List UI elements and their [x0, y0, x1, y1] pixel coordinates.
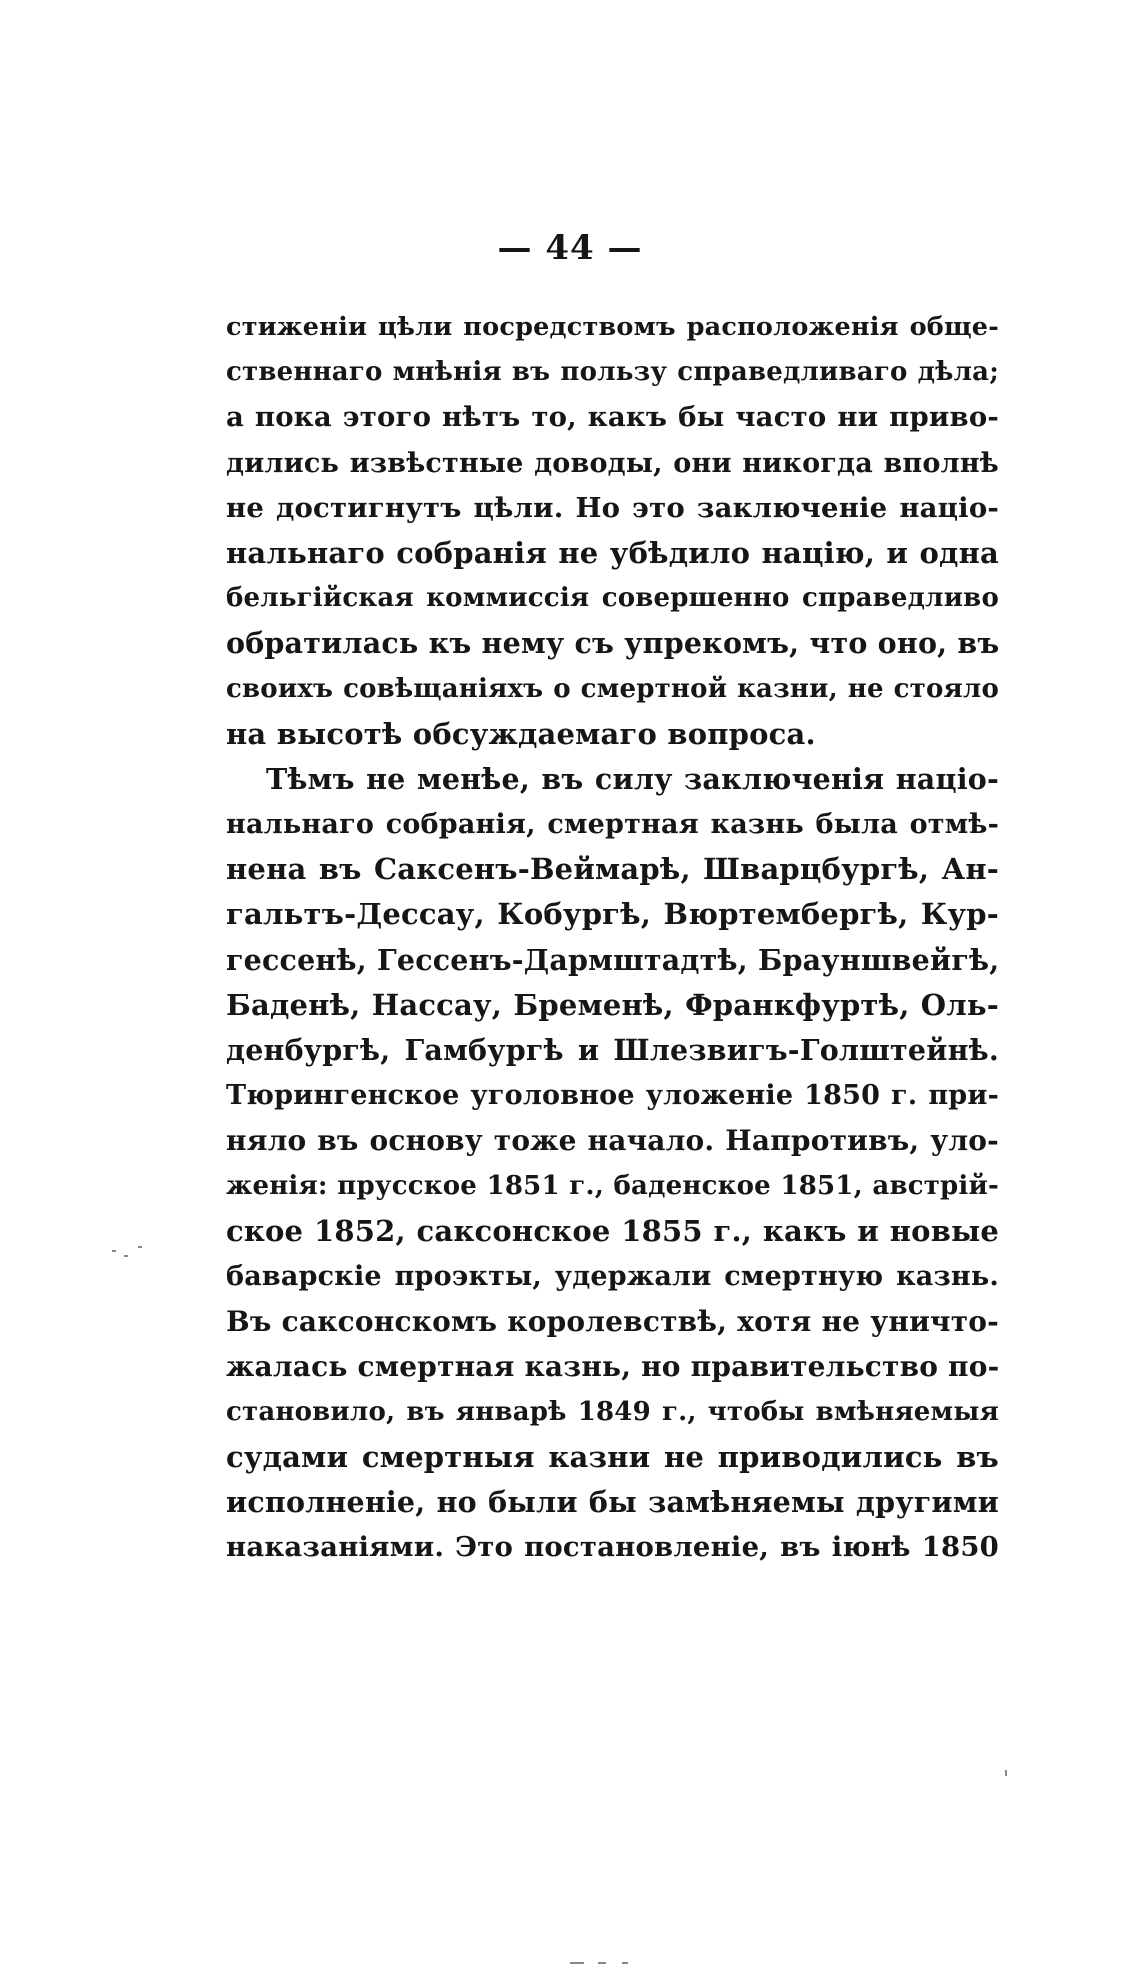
text-line: нальнаго собранія, смертная казнь была отмѣ- — [226, 809, 999, 841]
page-number: — 44 — — [497, 228, 643, 268]
text-line: стиженіи цѣли посредствомъ расположенія обще- — [226, 312, 999, 342]
text-line: жалась смертная казнь, но правительство по- — [226, 1350, 1000, 1384]
scan-speck — [1005, 1770, 1007, 1776]
text-line: баварскіе проэкты, удержали смертную казнь. — [226, 1260, 999, 1292]
text-line: гальтъ-Дессау, Кобургѣ, Вюртембергѣ, Кур- — [226, 897, 999, 932]
text-line: Баденѣ, Нассау, Бременѣ, Франкфуртѣ, Оль- — [226, 987, 999, 1022]
scan-speck — [124, 1255, 128, 1257]
scan-speck — [138, 1246, 142, 1248]
text-line: дились извѣстные доводы, они никогда вполнѣ — [226, 447, 999, 479]
text-line: бельгійская коммиссія совершенно справедливо — [226, 583, 999, 614]
text-line: нальнаго собранія не убѣдило націю, и одна — [226, 535, 999, 570]
text-line: на высотѣ обсуждаемаго вопроса. — [226, 716, 816, 751]
text-line: ственнаго мнѣнія въ пользу справедливаго дѣла; — [226, 357, 999, 388]
text-line: гессенѣ, Гессенъ-Дармштадтѣ, Брауншвейгѣ, — [226, 942, 1000, 977]
text-line: Въ саксонскомъ королевствѣ, хотя не уничто- — [226, 1305, 999, 1339]
text-line: судами смертныя казни не приводились въ — [226, 1439, 999, 1474]
text-line: а пока этого нѣтъ то, какъ бы часто ни приво- — [226, 401, 999, 434]
text-line: обратилась къ нему съ упрекомъ, что оно, въ — [226, 626, 1000, 661]
scan-speck — [622, 1962, 628, 1964]
body-text — [226, 305, 999, 1570]
text-line: нена въ Саксенъ-Веймарѣ, Шварцбургѣ, Ан- — [226, 852, 999, 887]
text-line: ское 1852, саксонское 1855 г., какъ и новые — [226, 1213, 999, 1248]
text-line: становило, въ январѣ 1849 г., чтобы вмѣняемыя — [226, 1396, 999, 1427]
scan-speck — [598, 1962, 606, 1964]
text-line: Тюрингенское уголовное уложеніе 1850 г. при- — [226, 1080, 999, 1112]
text-line: наказаніями. Это постановленіе, въ іюнѣ 1850 — [226, 1531, 999, 1564]
text-line: женія: прусское 1851 г., баденское 1851, австрій- — [226, 1170, 999, 1201]
text-line: няло въ основу тоже начало. Напротивъ, уло- — [226, 1124, 999, 1158]
text-line: не достигнутъ цѣли. Но это заключеніе націо- — [226, 491, 999, 524]
text-line: Тѣмъ не менѣе, въ силу заключенія націо- — [266, 761, 999, 796]
text-line: исполненіе, но были бы замѣняемы другими — [226, 1484, 999, 1519]
text-line: денбургѣ, Гамбургѣ и Шлезвигъ-Голштейнѣ. — [226, 1033, 999, 1067]
text-line: своихъ совѣщаніяхъ о смертной казни, не стояло — [226, 673, 999, 704]
scan-speck — [570, 1962, 584, 1964]
scan-speck — [112, 1250, 116, 1252]
